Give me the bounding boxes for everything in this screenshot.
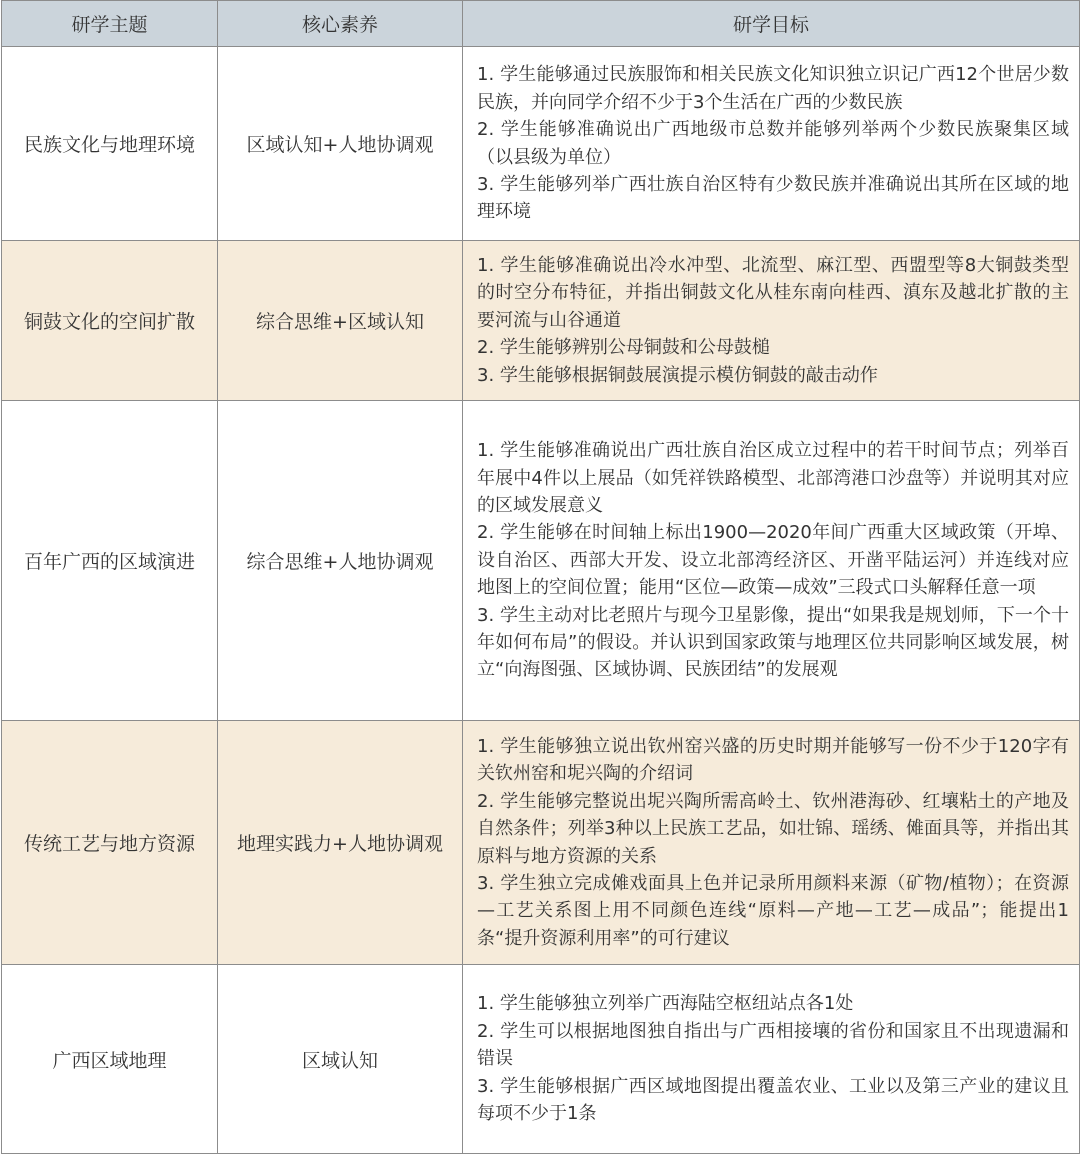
core-literacy-cell: 地理实践力+人地协调观 — [218, 721, 463, 965]
goal-item: 2. 学生能够完整说出坭兴陶所需高岭土、钦州港海砂、红壤粘土的产地及自然条件；列举3种以上民族工艺品，如壮锦、瑶绣、傩面具等，并指出其原料与地方资源的关系 — [477, 790, 1069, 867]
goal-item: 1. 学生能够独立列举广西海陆空枢纽站点各1处 — [477, 993, 854, 1015]
goal-item: 3. 学生主动对比老照片与现今卫星影像，提出“如果我是规划师，下一个十年如何布局”的假设。并认识到国家政策与地理区位共同影响区域发展，树立“向海图强、区域协调、民族团结”的发展观 — [477, 604, 1069, 681]
goal-item: 1. 学生能够独立说出钦州窑兴盛的历史时期并能够写一份不少于120字有关钦州窑和坭兴陶的介绍词 — [477, 735, 1069, 785]
goal-item: 2. 学生能够在时间轴上标出1900—2020年间广西重大区域政策（开埠、设自治区、西部大开发、设立北部湾经济区、开凿平陆运河）并连线对应地图上的空间位置；能用“区位—政策—成效”三段式口头解释任意一项 — [477, 522, 1069, 599]
goals-cell — [463, 47, 1080, 241]
goal-item: 3. 学生能够根据广西区域地图提出覆盖农业、工业以及第三产业的建议且每项不少于1条 — [477, 1075, 1069, 1125]
goal-item: 1. 学生能够准确说出冷水冲型、北流型、麻江型、西盟型等8大铜鼓类型的时空分布特征，并指出铜鼓文化从桂东南向桂西、滇东及越北扩散的主要河流与山谷通道 — [477, 254, 1069, 331]
study-goals-table — [1, 0, 1080, 1154]
core-literacy-cell: 综合思维+人地协调观 — [218, 401, 463, 721]
table-row — [2, 401, 1080, 721]
goal-item: 3. 学生能够根据铜鼓展演提示模仿铜鼓的敲击动作 — [477, 364, 878, 386]
header-core-literacy: 核心素养 — [218, 1, 463, 47]
core-literacy-cell: 综合思维+区域认知 — [218, 241, 463, 401]
goal-item: 2. 学生能够准确说出广西地级市总数并能够列举两个少数民族聚集区域（以县级为单位） — [477, 119, 1069, 168]
goal-item: 1. 学生能够通过民族服饰和相关民族文化知识独立识记广西12个世居少数民族，并向同学介绍不少于3个生活在广西的少数民族 — [477, 64, 1069, 113]
goal-item: 3. 学生独立完成傩戏面具上色并记录所用颜料来源（矿物/植物）；在资源—工艺关系图上用不同颜色连线“原料—产地—工艺—成品”；能提出1条“提升资源利用率”的可行建议 — [477, 872, 1069, 949]
goals-cell — [463, 965, 1080, 1154]
topic-cell: 广西区域地理 — [2, 965, 218, 1154]
goals-cell — [463, 241, 1080, 401]
header-topic: 研学主题 — [2, 1, 218, 47]
table-row — [2, 241, 1080, 401]
table-header-row — [2, 1, 1080, 47]
topic-cell: 传统工艺与地方资源 — [2, 721, 218, 965]
topic-cell: 民族文化与地理环境 — [2, 47, 218, 241]
goal-item: 3. 学生能够列举广西壮族自治区特有少数民族并准确说出其所在区域的地理环境 — [477, 173, 1069, 223]
table-row — [2, 721, 1080, 965]
goals-cell — [463, 401, 1080, 721]
goals-cell — [463, 721, 1080, 965]
table-row — [2, 47, 1080, 241]
header-study-goals: 研学目标 — [463, 1, 1080, 47]
topic-cell: 百年广西的区域演进 — [2, 401, 218, 721]
core-literacy-cell: 区域认知+人地协调观 — [218, 47, 463, 241]
table-row — [2, 965, 1080, 1154]
goal-item: 1. 学生能够准确说出广西壮族自治区成立过程中的若干时间节点；列举百年展中4件以上展品（如凭祥铁路模型、北部湾港口沙盘等）并说明其对应的区域发展意义 — [477, 440, 1069, 516]
core-literacy-cell: 区域认知 — [218, 965, 463, 1154]
goal-item: 2. 学生能够辨别公母铜鼓和公母鼓槌 — [477, 337, 770, 359]
goal-item: 2. 学生可以根据地图独自指出与广西相接壤的省份和国家且不出现遗漏和错误 — [477, 1020, 1069, 1070]
topic-cell: 铜鼓文化的空间扩散 — [2, 241, 218, 401]
